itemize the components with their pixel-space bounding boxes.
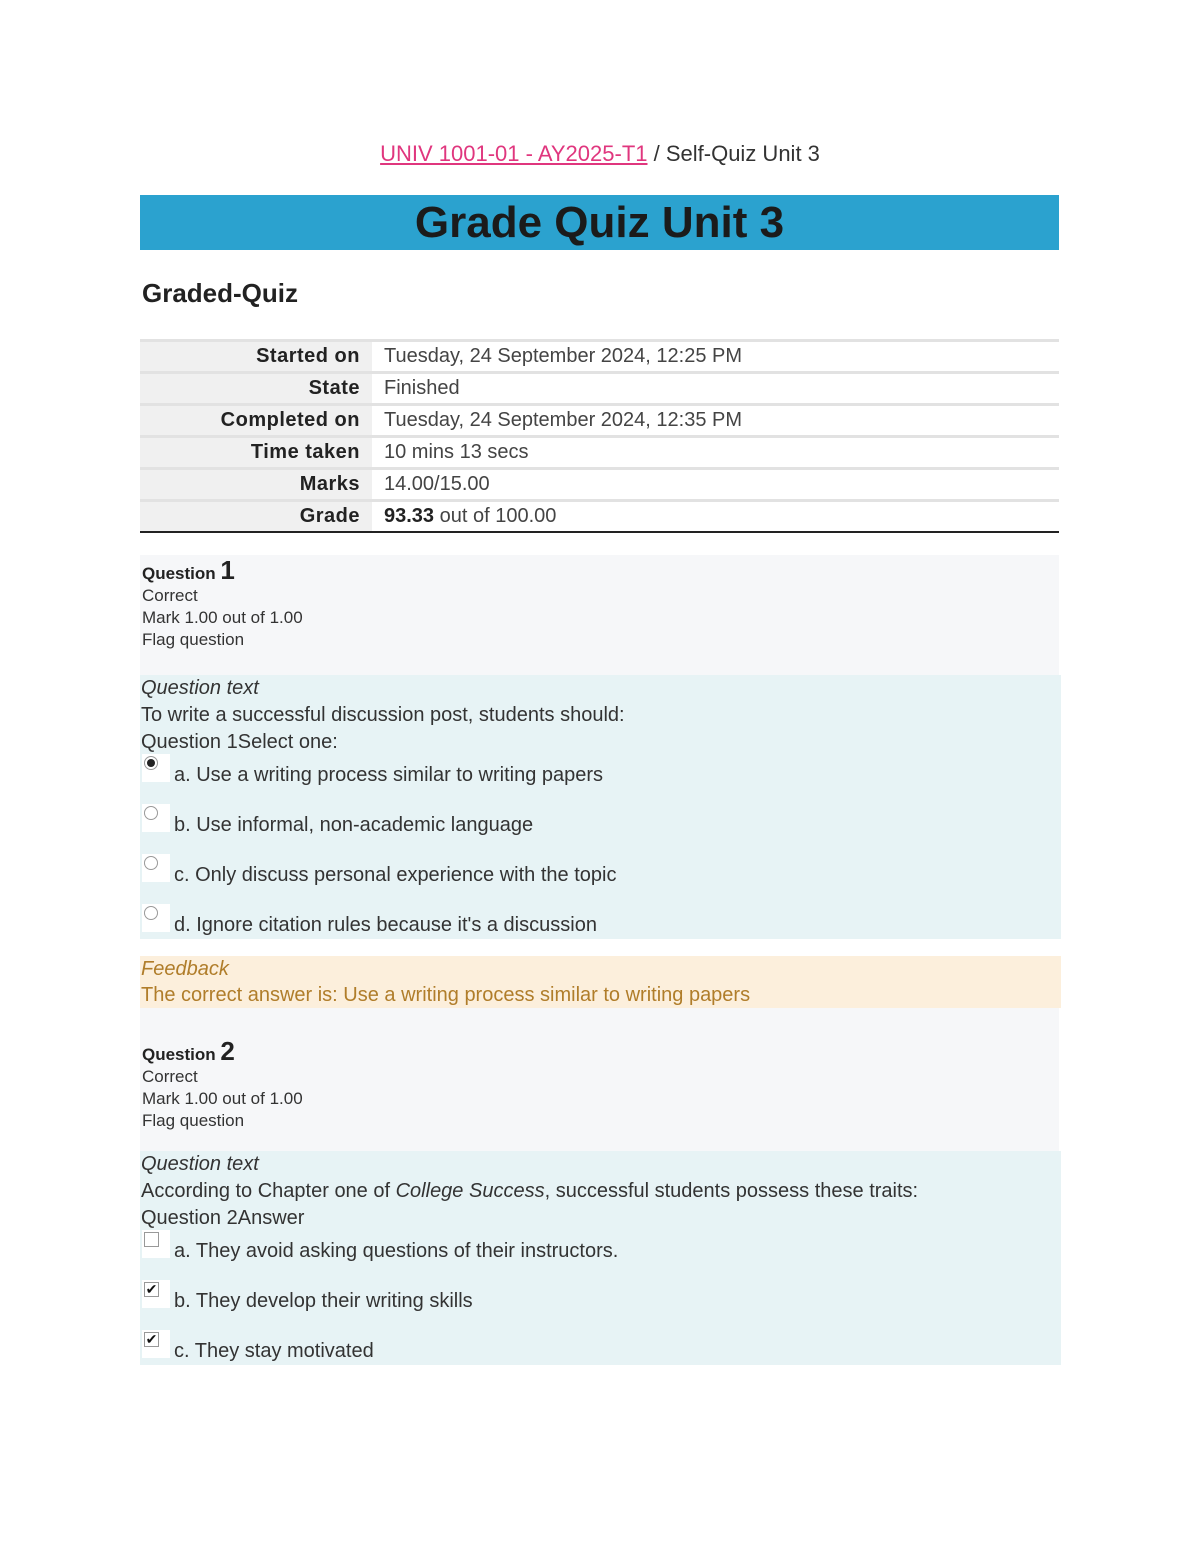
feedback-label: Feedback: [141, 958, 229, 980]
question-2-info: [140, 1008, 1059, 1152]
flag-question-link[interactable]: Flag question: [142, 1111, 245, 1130]
breadcrumb-current: Self-Quiz Unit 3: [665, 141, 820, 166]
radio-container: [142, 854, 170, 882]
flag-question-link[interactable]: Flag question: [142, 630, 245, 649]
answer-option-label: b. They develop their writing skills: [174, 1290, 473, 1312]
radio-container: [142, 804, 170, 832]
summary-row-time-taken: [140, 435, 1059, 467]
radio-button[interactable]: [144, 806, 158, 820]
radio-button[interactable]: [144, 906, 158, 920]
question-prefix: Question: [142, 1045, 221, 1064]
question-mark: Mark 1.00 out of 1.00: [142, 1089, 303, 1108]
answer-option-label: a. They avoid asking questions of their instructors.: [174, 1240, 619, 1262]
summary-label: Marks: [140, 467, 372, 499]
summary-value: Tuesday, 24 September 2024, 12:25 PM: [372, 339, 1059, 371]
summary-value: Finished: [372, 371, 1059, 403]
summary-value: Tuesday, 24 September 2024, 12:35 PM: [372, 403, 1059, 435]
summary-label: Started on: [140, 339, 372, 371]
question-1-info: [140, 555, 1059, 675]
question-mark: Mark 1.00 out of 1.00: [142, 608, 303, 627]
question-1-feedback: [140, 956, 1061, 1008]
question-text-label: Question text: [141, 1153, 259, 1175]
question-text-label: Question text: [141, 677, 259, 699]
answer-option[interactable]: [141, 806, 1060, 856]
checkbox-checked[interactable]: ✔: [145, 1331, 158, 1347]
question-prompt: Question 2Answer: [141, 1207, 305, 1229]
question-text-part: According to Chapter one of: [141, 1180, 396, 1202]
page-banner: [140, 195, 1059, 250]
breadcrumb: [0, 141, 1200, 167]
summary-label: Time taken: [140, 435, 372, 467]
checkbox-container: [142, 1280, 170, 1308]
summary-label: State: [140, 371, 372, 403]
answer-option[interactable]: [141, 1282, 1060, 1332]
answer-option-label: c. They stay motivated: [174, 1340, 374, 1362]
answer-option[interactable]: [141, 1232, 1060, 1282]
summary-value: [372, 499, 1059, 531]
answer-option-label: b. Use informal, non-academic language: [174, 814, 534, 836]
question-status: Correct: [142, 586, 198, 605]
question-text: [141, 1178, 1060, 1205]
question-text-part: , successful students possess these traits:: [544, 1180, 919, 1202]
summary-value: 14.00/15.00: [372, 467, 1059, 499]
answer-option[interactable]: [141, 906, 1060, 946]
radio-container: [142, 904, 170, 932]
question-number: [142, 555, 1057, 585]
radio-button[interactable]: [144, 856, 158, 870]
book-title: College Success: [395, 1180, 545, 1202]
question-prefix: Question: [142, 564, 221, 583]
summary-row-grade: [140, 499, 1059, 531]
attempt-summary-table: [140, 339, 1059, 533]
summary-row-completed: [140, 403, 1059, 435]
radio-container: [142, 754, 170, 782]
radio-button-selected[interactable]: [144, 756, 158, 770]
answer-option-label: a. Use a writing process similar to writing papers: [174, 764, 604, 786]
quiz-subtitle: Graded-Quiz: [142, 278, 299, 308]
grade-score: 93.33: [384, 505, 435, 527]
question-text: To write a successful discussion post, students should:: [141, 704, 625, 726]
summary-row-marks: [140, 467, 1059, 499]
grade-out-of: out of 100.00: [434, 505, 557, 527]
question-number: [142, 1036, 1057, 1066]
breadcrumb-separator: /: [647, 141, 666, 166]
summary-label: Completed on: [140, 403, 372, 435]
summary-row-state: [140, 371, 1059, 403]
answer-option[interactable]: [141, 856, 1060, 906]
checkbox-container: [142, 1330, 170, 1358]
answer-option-label: d. Ignore citation rules because it's a discussion: [174, 914, 597, 936]
answer-option-label: c. Only discuss personal experience with the topic: [174, 864, 617, 886]
question-1-text-block: [140, 675, 1061, 939]
summary-row-started: [140, 339, 1059, 371]
feedback-text: The correct answer is: Use a writing process similar to writing papers: [141, 984, 751, 1006]
page-title: Grade Quiz Unit 3: [414, 198, 785, 247]
checkbox-checked[interactable]: ✔: [145, 1281, 158, 1297]
checkbox-container: [142, 1230, 170, 1258]
answer-option[interactable]: [141, 756, 1060, 806]
summary-value: 10 mins 13 secs: [372, 435, 1059, 467]
checkbox[interactable]: [144, 1232, 159, 1247]
summary-label: Grade: [140, 499, 372, 531]
question-number-value: 2: [220, 1036, 235, 1066]
question-prompt: Question 1Select one:: [141, 731, 338, 753]
question-status: Correct: [142, 1067, 198, 1086]
question-number-value: 1: [220, 555, 235, 585]
question-2-text-block: [140, 1151, 1061, 1365]
answer-option[interactable]: [141, 1332, 1060, 1372]
breadcrumb-course-link[interactable]: UNIV 1001-01 - AY2025-T1: [380, 141, 648, 166]
